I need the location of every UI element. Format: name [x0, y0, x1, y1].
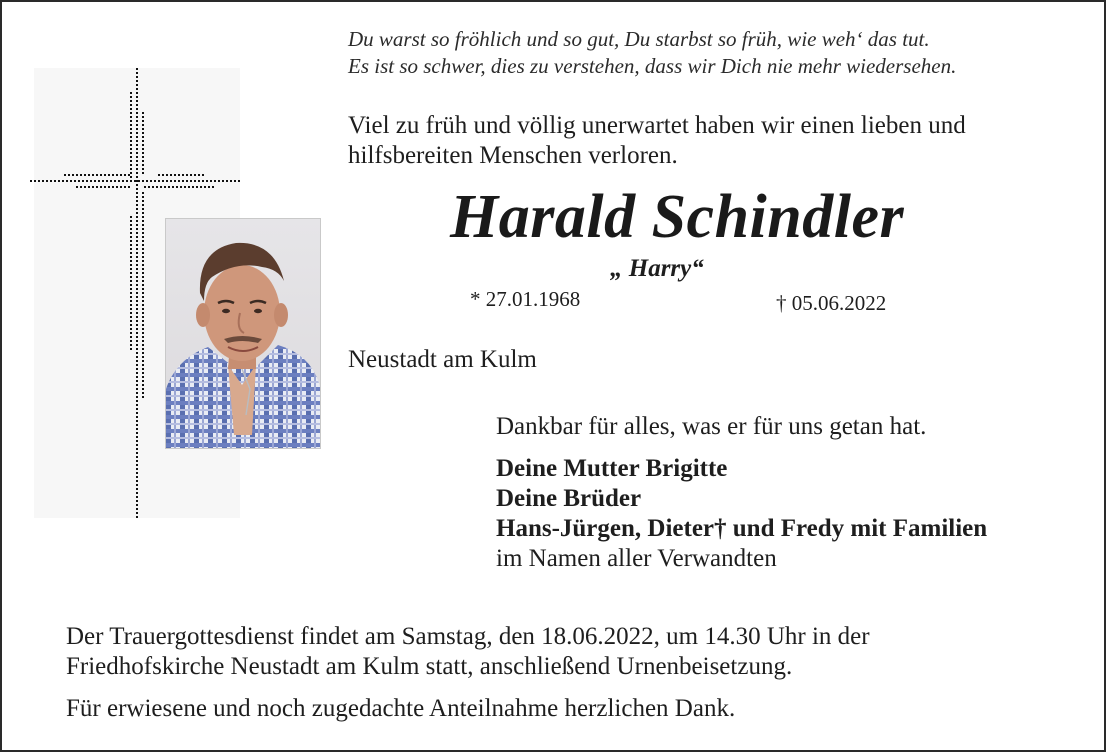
poem-line: Du warst so fröhlich und so gut, Du starbst so früh, wie weh‘ das tut. — [348, 27, 930, 51]
gratitude-line: Dankbar für alles, was er für uns getan hat. — [496, 413, 927, 440]
intro-line: Viel zu früh und völlig unerwartet haben wir einen lieben und — [348, 112, 966, 139]
cross-vertical-line — [130, 216, 132, 352]
cross-horizontal-line — [158, 174, 206, 176]
mourner-line: Deine Mutter Brigitte — [496, 455, 728, 482]
service-line: Der Trauergottesdienst findet am Samstag, den 18.06.2022, um 14.30 Uhr in der — [66, 623, 870, 650]
cross-horizontal-line — [64, 174, 130, 176]
death-date: † 05.06.2022 — [776, 291, 887, 315]
deceased-nickname: „ Harry“ — [610, 255, 704, 282]
portrait-photo — [165, 218, 321, 449]
mourner-line: im Namen aller Verwandten — [496, 545, 777, 572]
mourner-line: Hans-Jürgen, Dieter† und Fredy mit Familien — [496, 515, 988, 542]
deceased-name: Harald Schindler — [450, 183, 905, 251]
funeral-service-info — [66, 622, 870, 682]
closing-thanks: Für erwiesene und noch zugedachte Anteilnahme herzlichen Dank. — [66, 695, 736, 722]
hometown: Neustadt am Kulm — [348, 346, 537, 373]
cross-vertical-line — [142, 112, 144, 174]
birth-date: * 27.01.1968 — [470, 287, 581, 311]
poem-verse — [348, 26, 956, 80]
mourners-block — [496, 412, 987, 574]
cross-horizontal-line — [144, 186, 214, 188]
cross-vertical-line — [136, 68, 138, 520]
cross-horizontal-line — [30, 180, 242, 182]
service-line: Friedhofskirche Neustadt am Kulm statt, anschließend Urnenbeisetzung. — [66, 653, 793, 680]
cross-vertical-line — [130, 92, 132, 180]
mourner-line: Deine Brüder — [496, 485, 642, 512]
cross-vertical-line — [142, 192, 144, 398]
cross-horizontal-line — [76, 186, 130, 188]
poem-line: Es ist so schwer, dies zu verstehen, dass wir Dich nie mehr wiedersehen. — [348, 54, 957, 78]
intro-text — [348, 111, 966, 171]
intro-line: hilfsbereiten Menschen verloren. — [348, 142, 678, 169]
